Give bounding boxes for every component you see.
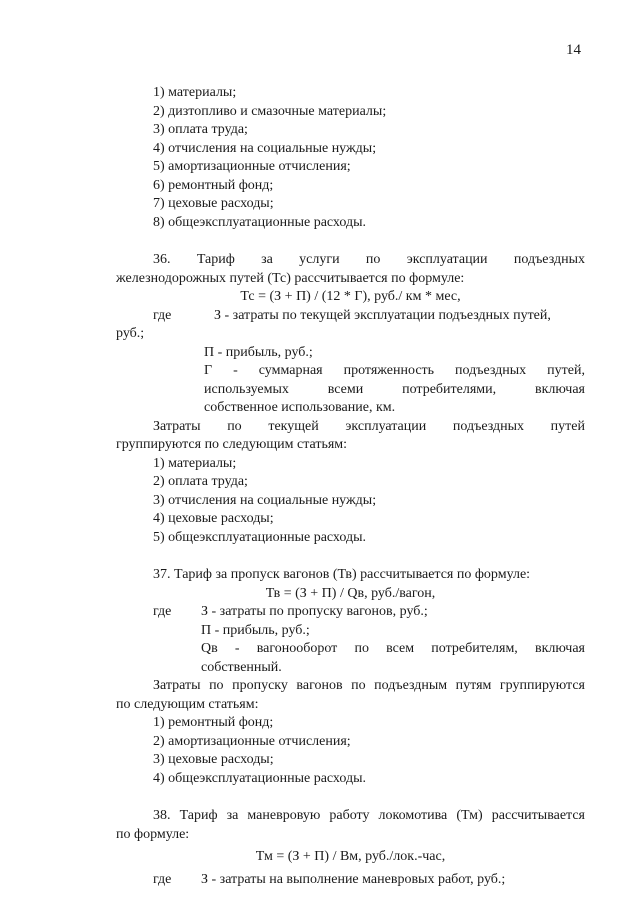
s36-z-definition-tail: руб.; [116,326,145,341]
list-item: 5) общеэксплуатационные расходы. [153,529,367,545]
s36-g-definition-line1: Г - суммарная протяженность подъездных путей, [204,363,585,378]
list-item: 2) амортизационные отчисления; [153,733,351,749]
list-item: 4) отчисления на социальные нужды; [153,140,377,156]
s38-where-row [116,871,585,890]
list-item: 3) цеховые расходы; [153,752,274,767]
s37-q-definition-line1: Qв - вагонооборот по всем потребителям, включая [201,641,585,656]
s36-formula: Тс = (З + П) / (12 * Г), руб./ км * мес, [240,289,461,304]
list-item: 8) общеэксплуатационные расходы. [153,214,367,230]
list-item: 1) материалы; [153,85,237,100]
where-label: где [153,307,172,323]
s37-intro: 37. Тариф за пропуск вагонов (Тв) рассчитывается по формуле: [153,567,531,582]
list-item: 1) материалы; [153,455,237,471]
list-item: 2) дизтопливо и смазочные материалы; [153,103,387,119]
s36-z-definition: З - затраты по текущей эксплуатации подъездных путей, [214,307,551,323]
s36-g-definition-line2: используемых всеми потребителями, включая [204,381,585,397]
s37-q-definition-line2: собственный. [201,659,282,675]
s36-where-row [116,307,585,326]
list-item: 6) ремонтный фонд; [153,177,274,193]
s38-formula: Тм = (З + П) / Вм, руб./лок.-час, [255,849,446,864]
s37-formula: Тв = (З + П) / Qв, руб./вагон, [265,585,436,601]
s37-z-definition: З - затраты по пропуску вагонов, руб.; [201,604,428,619]
s36-costs-line2: группируются по следующим статьям: [116,437,348,452]
list-item: 1) ремонтный фонд; [153,715,274,730]
cost-items-list-a [153,84,585,232]
s37-costs-line2: по следующим статьям: [116,696,259,712]
page-number: 14 [566,42,581,58]
s36-g-definition-line3: собственное использование, км. [204,400,396,415]
s38-z-definition: З - затраты на выполнение маневровых работ, руб.; [201,871,506,887]
s37-costs-line1: Затраты по пропуску вагонов по подъездным путям группируются [153,678,585,693]
s36-intro-line1: 36. Тариф за услуги по эксплуатации подъездных [153,252,585,267]
s36-cost-items [153,455,585,548]
s36-intro-line2: железнодорожных путей (Тс) рассчитывается по формуле: [116,270,465,286]
s38-intro-line2: по формуле: [116,826,190,842]
list-item: 4) общеэксплуатационные расходы. [153,770,367,786]
list-item: 5) амортизационные отчисления; [153,159,351,174]
s36-p-definition: П - прибыль, руб.; [204,344,313,360]
s37-cost-items [153,714,585,788]
list-item: 3) отчисления на социальные нужды; [153,492,377,508]
list-item: 2) оплата труда; [153,474,248,489]
where-label: где [153,871,172,887]
list-item: 3) оплата труда; [153,122,248,137]
list-item: 7) цеховые расходы; [153,196,274,211]
where-label: где [153,604,172,619]
s36-costs-line1: Затраты по текущей эксплуатации подъездных путей [153,418,585,434]
s38-intro-line1: 38. Тариф за маневровую работу локомотива (Тм) рассчитывается [153,808,585,823]
list-item: 4) цеховые расходы; [153,511,274,526]
document-body [116,84,585,889]
s37-p-definition: П - прибыль, руб.; [201,622,310,638]
s37-where-row [116,603,585,622]
